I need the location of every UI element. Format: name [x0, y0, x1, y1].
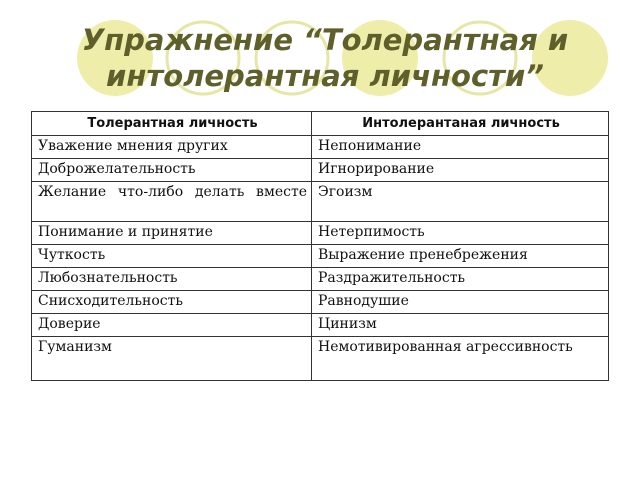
cell-tolerant: Доброжелательность [32, 159, 312, 182]
header-intolerant: Интолерантаная личность [312, 112, 609, 136]
table-row [32, 136, 609, 159]
cell-intolerant: Равнодушие [312, 291, 609, 314]
header-tolerant: Толерантная личность [32, 112, 312, 136]
cell-intolerant: Нетерпимость [312, 222, 609, 245]
cell-tolerant: Понимание и принятие [32, 222, 312, 245]
table-row [32, 222, 609, 245]
cell-tolerant-text: Желание что-либо делать вместе [38, 184, 307, 200]
cell-intolerant: Немотивированная агрессивность [312, 337, 609, 381]
cell-tolerant: Доверие [32, 314, 312, 337]
table-row [32, 182, 609, 222]
table-row [32, 314, 609, 337]
slide-title: Упражнение “Толерантная и интолерантная личности” [81, 23, 569, 93]
table-header-row [32, 112, 609, 136]
table-row [32, 291, 609, 314]
cell-tolerant: Снисходительность [32, 291, 312, 314]
cell-intolerant: Выражение пренебрежения [312, 245, 609, 268]
table-row [32, 337, 609, 381]
cell-tolerant: Любознательность [32, 268, 312, 291]
table-row [32, 159, 609, 182]
cell-tolerant: Чуткость [32, 245, 312, 268]
cell-intolerant: Игнорирование [312, 159, 609, 182]
table-row [32, 268, 609, 291]
table-row [32, 245, 609, 268]
cell-intolerant: Эгоизм [312, 182, 609, 222]
cell-tolerant: Гуманизм [32, 337, 312, 381]
cell-intolerant: Раздражительность [312, 268, 609, 291]
cell-tolerant [32, 182, 312, 222]
cell-intolerant: Цинизм [312, 314, 609, 337]
cell-intolerant: Непонимание [312, 136, 609, 159]
cell-tolerant: Уважение мнения других [32, 136, 312, 159]
comparison-table [31, 111, 609, 381]
